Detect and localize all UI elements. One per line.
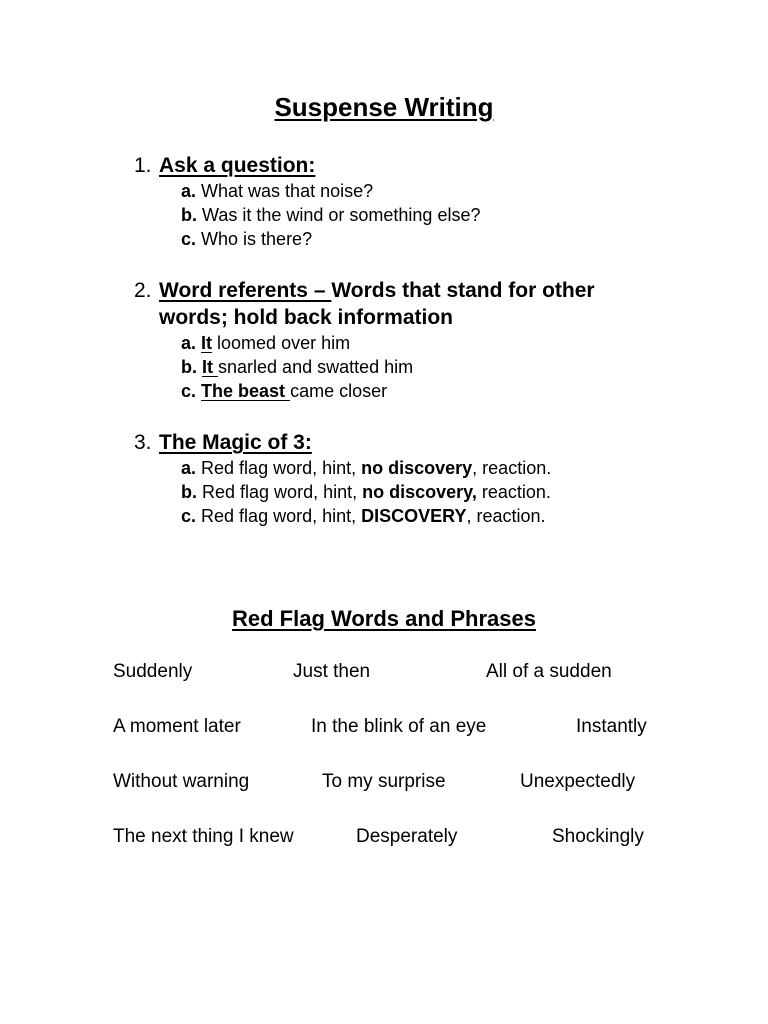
red-flag-word: Without warning	[113, 771, 250, 792]
red-flag-word: Unexpectedly	[520, 771, 636, 792]
list-item	[181, 355, 654, 379]
section-number: 3.	[134, 431, 152, 454]
section-title: Ask a question:	[159, 154, 316, 177]
item-emphasis: DISCOVERY	[361, 506, 467, 526]
list-item	[181, 504, 654, 528]
red-flag-word: Shockingly	[552, 826, 644, 847]
item-referent: It	[201, 333, 213, 353]
item-letter: a.	[181, 181, 197, 201]
page-title: Suspense Writing	[274, 92, 494, 122]
red-flag-word: Suddenly	[113, 661, 193, 682]
list-item	[181, 203, 654, 227]
item-text: Red flag word, hint,	[202, 482, 363, 502]
item-letter: c.	[181, 229, 197, 249]
item-text: loomed over him	[212, 333, 351, 353]
section-title-definition: Words that stand for other words; hold back information	[159, 279, 595, 329]
red-flag-word: Just then	[293, 661, 371, 682]
item-emphasis: no discovery,	[362, 482, 477, 502]
item-text: came closer	[290, 381, 388, 401]
section-items	[181, 331, 654, 403]
red-flag-word: In the blink of an eye	[311, 716, 487, 737]
item-text-end: , reaction.	[472, 458, 552, 478]
item-emphasis: no discovery	[361, 458, 473, 478]
list-item	[181, 379, 654, 403]
section-title-term: Word referents –	[159, 279, 332, 302]
item-text-end: , reaction.	[466, 506, 546, 526]
section-title	[159, 277, 654, 331]
item-letter: a.	[181, 458, 197, 478]
item-letter: b.	[181, 205, 197, 225]
item-text: snarled and swatted him	[218, 357, 414, 377]
list-item	[181, 480, 654, 504]
section-ask-question	[134, 152, 654, 251]
list-item	[181, 179, 654, 203]
list-item	[181, 331, 654, 355]
item-letter: c.	[181, 506, 197, 526]
item-letter: b.	[181, 482, 197, 502]
item-text: What was that noise?	[201, 181, 374, 201]
section-word-referents	[134, 277, 654, 403]
item-text: Red flag word, hint,	[201, 458, 362, 478]
item-text: Red flag word, hint,	[201, 506, 362, 526]
red-flag-title: Red Flag Words and Phrases	[231, 606, 536, 631]
red-flag-word: The next thing I knew	[113, 826, 294, 847]
item-text-end: reaction.	[476, 482, 551, 502]
section-magic-of-3	[134, 429, 654, 528]
red-flag-word: Instantly	[576, 716, 647, 737]
red-flag-word: A moment later	[113, 716, 241, 737]
red-flag-word: All of a sudden	[486, 661, 612, 682]
item-letter: c.	[181, 381, 197, 401]
section-number: 2.	[134, 279, 152, 302]
section-title: The Magic of 3:	[159, 431, 312, 454]
list-item	[181, 456, 654, 480]
red-flag-word: Desperately	[356, 826, 458, 847]
section-heading	[134, 429, 654, 456]
section-heading	[134, 277, 654, 331]
item-referent: The beast	[201, 381, 291, 401]
list-item	[181, 227, 654, 251]
section-items	[181, 456, 654, 528]
item-referent: It	[202, 357, 219, 377]
section-number: 1.	[134, 154, 152, 177]
item-letter: a.	[181, 333, 197, 353]
section-heading	[134, 152, 654, 179]
item-letter: b.	[181, 357, 197, 377]
red-flag-word: To my surprise	[322, 771, 446, 792]
item-text: Who is there?	[201, 229, 313, 249]
item-text: Was it the wind or something else?	[202, 205, 481, 225]
section-items	[181, 179, 654, 251]
